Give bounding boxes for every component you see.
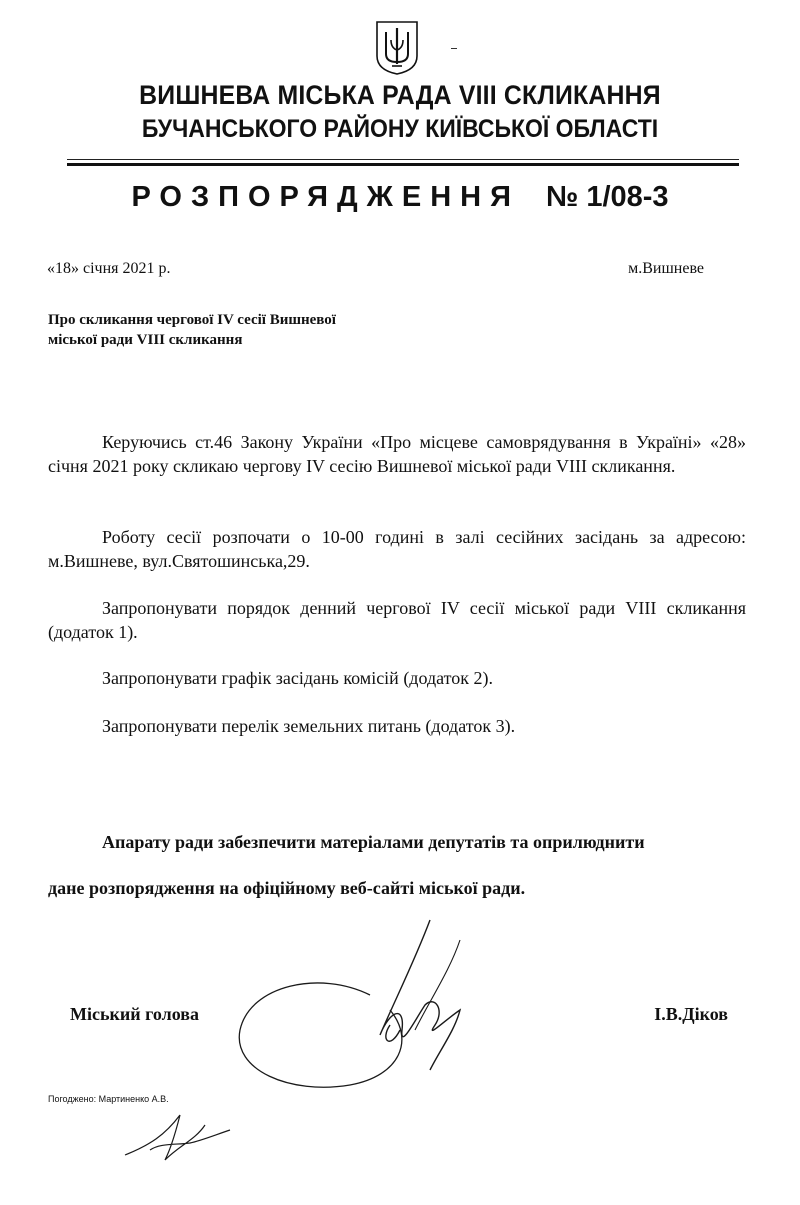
trident-coat-of-arms-icon (374, 20, 420, 76)
body-paragraph: Роботу сесії розпочати о 10-00 годині в залі сесійних засідань за адресою: м.Вишневе, вул.Святошинська,29. (48, 527, 746, 571)
subject-line: міської ради VIII скликання (48, 332, 243, 348)
decree-number: № 1/08-3 (545, 181, 669, 213)
decree-heading (0, 181, 800, 214)
header-divider-thick (67, 163, 739, 166)
body-paragraph: Запропонувати графік засідань комісій (додаток 2). (102, 668, 493, 688)
approval-note: Погоджено: Мартиненко А.В. (48, 1094, 169, 1104)
closing-instruction: дане розпорядження на офіційному веб-сайті міської ради. (48, 878, 526, 898)
document-date: «18» січня 2021 р. (47, 260, 171, 277)
header-divider-thin (67, 159, 739, 160)
council-title: ВИШНЕВА МІСЬКА РАДА VIII СКЛИКАННЯ (139, 80, 661, 110)
mayor-signature (230, 900, 530, 1100)
document-subject (48, 310, 408, 350)
body-paragraph: Керуючись ст.46 Закону України «Про місцеве самоврядування в Україні» «28» січня 2021 року скликаю чергову IV сесію Вишневої міської ради VIII скликання. (48, 432, 746, 476)
body-paragraph: Запропонувати перелік земельних питань (додаток 3). (102, 716, 516, 736)
scan-mark (451, 48, 457, 49)
subject-line: Про скликання чергової IV сесії Вишневої (48, 312, 336, 328)
closing-instruction: Апарату ради забезпечити матеріалами депутатів та оприлюднити (102, 832, 645, 852)
decree-title: РОЗПОРЯДЖЕННЯ (131, 181, 520, 213)
document-city: м.Вишневе (628, 260, 704, 277)
body-paragraph: Запропонувати порядок денний чергової IV сесії міської ради VIII скликання (додаток 1). (48, 598, 746, 642)
signatory-name: І.В.Діков (654, 1004, 728, 1024)
signatory-title: Міський голова (70, 1004, 199, 1024)
district-title: БУЧАНСЬКОГО РАЙОНУ КИЇВСЬКОЇ ОБЛАСТІ (141, 115, 659, 143)
approver-signature (120, 1095, 240, 1175)
